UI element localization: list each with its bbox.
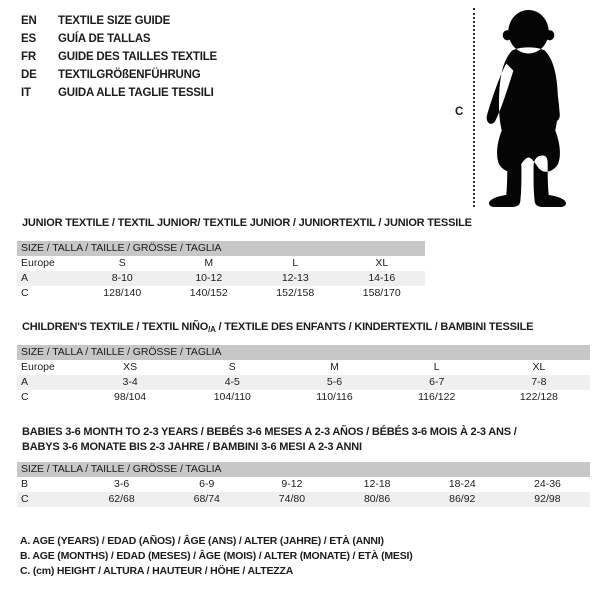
footnote-c: C. (cm) HEIGHT / ALTURA / HAUTEUR / HÖHE / ALTEZZA [20,565,294,577]
children-title-post: / TEXTILE DES ENFANTS / KINDERTEXTIL / BAMBINI TESSILE [215,321,534,333]
table-cell: 92/98 [534,493,561,505]
babies-size-table [17,462,590,507]
table-row [17,375,590,390]
column-header: L [292,257,299,269]
table-cell: 3-6 [113,478,130,490]
table-cell: 18-24 [448,478,476,490]
language-row-es [21,30,217,48]
footnote-a: A. AGE (YEARS) / EDAD (AÑOS) / ÂGE (ANS) / ALTER (JAHRE) / ETÀ (ANNI) [20,535,384,547]
table-cell: 122/128 [519,391,558,403]
language-title: TEXTILGRÖßENFÜHRUNG [58,69,201,81]
size-header-bar: SIZE / TALLA / TAILLE / GRÖSSE / TAGLIA [17,462,590,477]
table-cell: 24-36 [534,478,561,490]
row-label: A [21,376,29,388]
language-code: ES [21,33,36,45]
table-row [17,271,425,286]
table-cell: 116/122 [418,391,456,403]
table-cell: 110/116 [316,391,353,403]
table-cell: 14-16 [368,272,396,284]
babies-title-line1: BABIES 3-6 MONTH TO 2-3 YEARS / BEBÉS 3-6 MESES A 2-3 AÑOS / BÉBÉS 3-6 MOIS À 2-3 ANS / [22,426,517,438]
table-row [17,492,590,507]
table-row [17,477,590,492]
height-marker-line [473,8,475,207]
column-header: XS [123,361,138,373]
babies-section-title [22,425,517,455]
language-title: TEXTILE SIZE GUIDE [58,15,171,27]
table-cell: 86/92 [449,493,476,505]
table-cell: 74/80 [278,493,306,505]
children-size-table [17,345,590,405]
language-code: EN [21,15,37,27]
row-label: B [21,478,29,490]
size-header-bar: SIZE / TALLA / TAILLE / GRÖSSE / TAGLIA [17,241,425,256]
table-row [17,286,425,301]
language-row-it [21,84,217,102]
table-row [17,256,425,271]
language-title: GUIDE DES TAILLES TEXTILE [58,51,217,63]
table-cell: 62/68 [108,493,135,505]
table-cell: 98/104 [114,391,147,403]
column-header: M [204,257,214,269]
table-cell: 10-12 [195,272,223,284]
footnote-b: B. AGE (MONTHS) / EDAD (MESES) / ÂGE (MOIS) / ALTER (MONATE) / ETÀ (MESI) [20,550,413,562]
row-label: C [21,287,29,299]
language-title: GUÍA DE TALLAS [58,33,151,45]
language-code: FR [21,51,36,63]
table-cell: 140/152 [189,287,228,299]
table-cell: 80/86 [363,493,391,505]
column-header: XL [532,361,546,373]
row-label: C [21,391,29,403]
table-cell: 158/170 [362,287,401,299]
table-cell: 9-12 [281,478,303,490]
column-header: S [118,257,126,269]
column-header: M [330,361,339,373]
size-header-bar: SIZE / TALLA / TAILLE / GRÖSSE / TAGLIA [17,345,590,360]
row-label: Europe [21,361,55,373]
table-cell: 8-10 [111,272,133,284]
table-row [17,390,590,405]
table-cell: 4-5 [224,376,240,388]
footnotes [20,534,413,579]
table-cell: 12-18 [363,478,391,490]
table-cell: 5-6 [326,376,343,388]
table-cell: 68/74 [193,493,220,505]
language-row-de [21,66,217,84]
table-cell: 12-13 [281,272,309,284]
column-header: XL [375,257,389,269]
table-cell: 6-9 [199,478,215,490]
table-cell: 3-4 [122,376,138,388]
babies-title-line2: BABYS 3-6 MONATE BIS 2-3 JAHRE / BAMBINI 3-6 MESI A 2-3 ANNI [22,441,362,453]
junior-size-table [17,241,425,301]
language-row-fr [21,48,217,66]
row-label: C [21,493,29,505]
table-row [17,360,590,375]
column-header: S [228,361,236,373]
language-list [21,12,217,102]
language-row-en [21,12,217,30]
column-header: L [433,361,440,373]
row-label: Europe [21,257,55,269]
table-cell: 6-7 [429,376,445,388]
junior-section-title: JUNIOR TEXTILE / TEXTIL JUNIOR/ TEXTILE JUNIOR / JUNIORTEXTIL / JUNIOR TESSILE [22,217,472,229]
children-title-pre: CHILDREN'S TEXTILE / TEXTIL NIÑO [22,321,209,333]
table-cell: 7-8 [531,376,547,388]
row-label: A [21,272,29,284]
table-cell: 128/140 [103,287,142,299]
language-code: DE [21,69,37,81]
children-section-title [22,321,533,334]
baby-silhouette-icon [481,8,577,210]
language-title: GUIDA ALLE TAGLIE TESSILI [58,87,214,99]
height-marker-label: C [455,106,464,118]
language-code: IT [21,87,31,99]
table-cell: 152/158 [276,287,315,299]
children-title-subscript: /A [208,325,216,334]
table-cell: 104/110 [213,391,251,403]
